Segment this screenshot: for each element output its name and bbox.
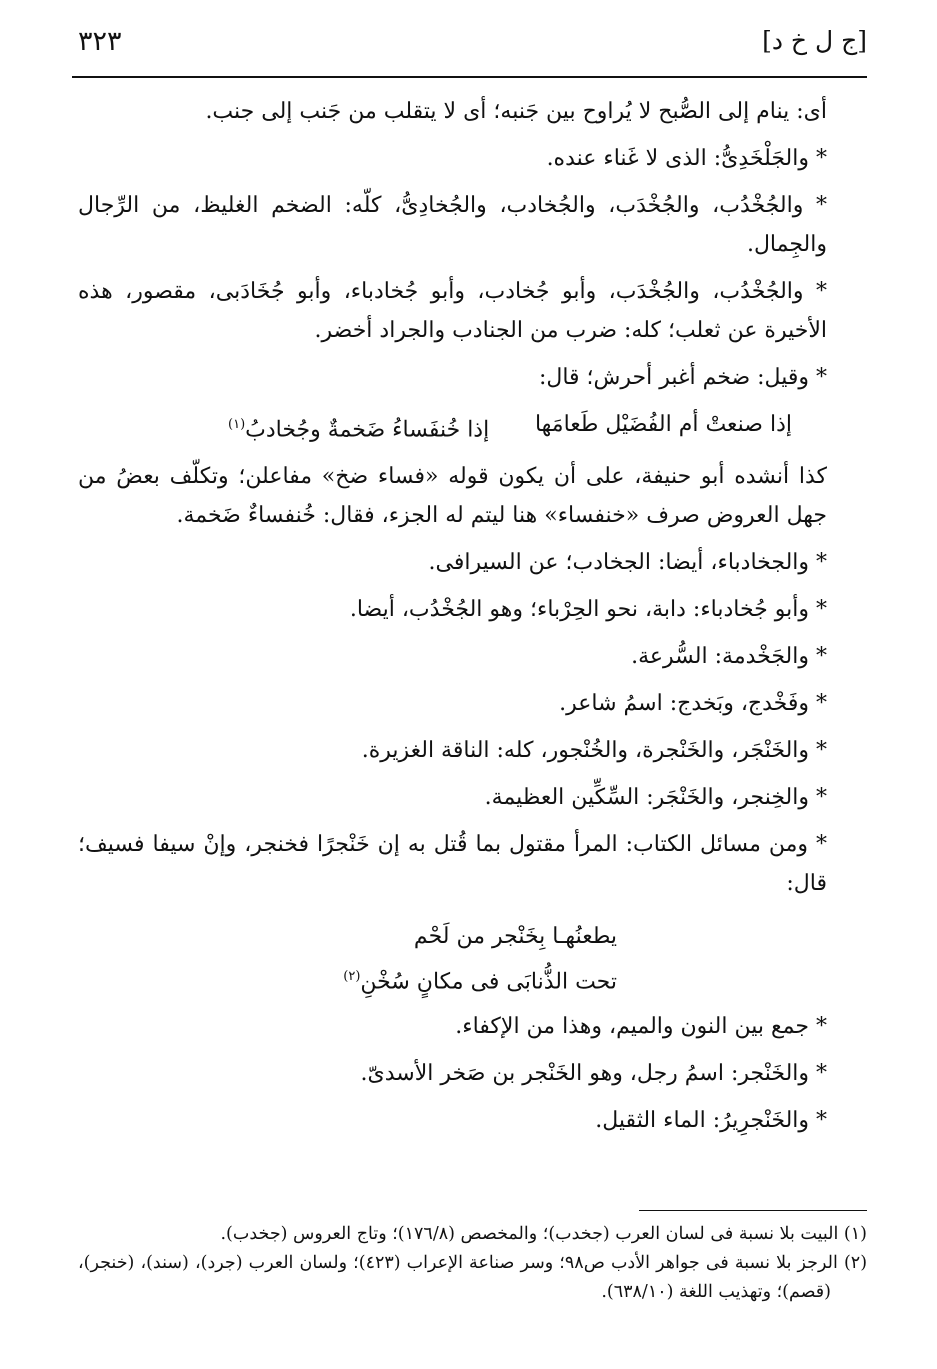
entry-khanjar-name: * والخَنْجر: اسمُ رجل، وهو الخَنْجر بن صَخر الأسدىّ.	[360, 1060, 827, 1086]
main-text	[78, 92, 867, 1148]
entry-khanjar-sikkin: * والخِنجر، والخَنْجَر: السِّكِّين العظيمة.	[484, 785, 827, 811]
entry-jakhdama: * والجَخْدمة: السُّرعة.	[631, 644, 827, 670]
running-head: [ج ل خ د]	[762, 26, 867, 55]
verse-1	[78, 405, 867, 449]
entry-ikfa: * جمع بين النون والميم، وهذا من الإكفاء.	[455, 1013, 827, 1039]
page-header	[78, 22, 867, 72]
footnotes	[78, 1220, 867, 1307]
footnote-marker-1: (١)	[228, 417, 246, 432]
entry-jukhdub-2: * والجُخْدُب، والجُخْدَب، وأبو جُخادب، وأبو جُخادباء، وأبو جُخَادَبى، مقصور، هذه الأخيرة عن ثعلب؛ كله: ضرب من الجنادب والجراد أخضر.	[78, 279, 827, 343]
entry-jalkhadi: * والجَلْخَدِىُّ: الذى لا غَناء عنده.	[546, 146, 827, 171]
commentary-abu-hanifa: كذا أنشده أبو حنيفة، على أن يكون قوله «فساء ضخ» مفاعلن؛ وتكلّف بعضُ من جهل العروض صرف «خنفساء» هنا ليتم له الجزء، فقال: خُنفساءٌ ضَخمة.	[78, 464, 827, 529]
footnote-2: (٢) الرجز بلا نسبة فى جواهر الأدب ص٩٨؛ وسر صناعة الإعراب (٤٢٣)؛ ولسان العرب (جرد)، (سند)، (خنجر)، (قصم)؛ وتهذيب اللغة (٦٣٨/١٠).	[78, 1253, 868, 1302]
verse-1-second-hemistich	[228, 405, 489, 449]
entry-qila: * وقيل: ضخم أغبر أحرش؛ قال:	[538, 365, 827, 390]
entry-abu-jukhadiba: * وأبو جُخادباء: دابة، نحو الحِرْباء؛ وهو الجُخْدُب، أيضا.	[349, 597, 827, 623]
rajaz-line-2-text: تحت الذُّنابَى فى مكانٍ سُخْنِ	[360, 969, 617, 995]
header-rule	[72, 76, 867, 78]
entry-khanjarir: * والخَنْجرِيرُ: الماء الثقيل.	[595, 1107, 827, 1133]
rajaz-verse	[78, 917, 867, 1002]
footnote-rule	[639, 1210, 867, 1211]
rajaz-line-2	[78, 957, 617, 1002]
entry-jukhdub-1: * والجُخْدُب، والجُخْدَب، والجُخادب، والجُخادِىُّ، كلّه: الضخم الغليظ، من الرِّجال والجِمال.	[78, 193, 827, 257]
entry-khanjar-naqa: * والخَنْجَر، والخَنْجرة، والخُنْجور، كله: الناقة الغزيرة.	[361, 738, 827, 764]
footnote-1: (١) البيت بلا نسبة فى لسان العرب (جخدب)؛ والمخصص (١٧٦/٨)؛ وتاج العروس (جخدب).	[220, 1224, 867, 1244]
entry-masail-alkitab: * ومن مسائل الكتاب: المرأ مقتول بما قُتل به إن خَنْجرًا فخنجر، وإنْ سيفا فسيف؛ قال:	[78, 832, 827, 897]
verse-1-second-hemistich-text: إذا خُنفَساءُ ضَخمةٌ وجُخادبُ	[245, 417, 490, 443]
rajaz-line-1: يطعنُهـا بِخَنْجر من لَحْم	[413, 924, 617, 950]
entry-fakhdaj: * وفَخْدج، وبَخدج: اسمُ شاعر.	[559, 691, 827, 717]
paragraph-continuation: أى: ينام إلى الصُّبح لا يُراوح بين جَنبه؛ أى لا يتقلب من جَنب إلى جنب.	[205, 99, 827, 124]
verse-1-first-hemistich: إذا صنعتْ أم الفُضَيْل طَعامَها	[534, 412, 792, 437]
entry-jukhadiba: * والجخادباء، أيضا: الجخادب؛ عن السيرافى.	[428, 550, 827, 576]
page-number: ٣٢٣	[78, 26, 122, 57]
footnote-marker-2: (٢)	[343, 969, 361, 985]
